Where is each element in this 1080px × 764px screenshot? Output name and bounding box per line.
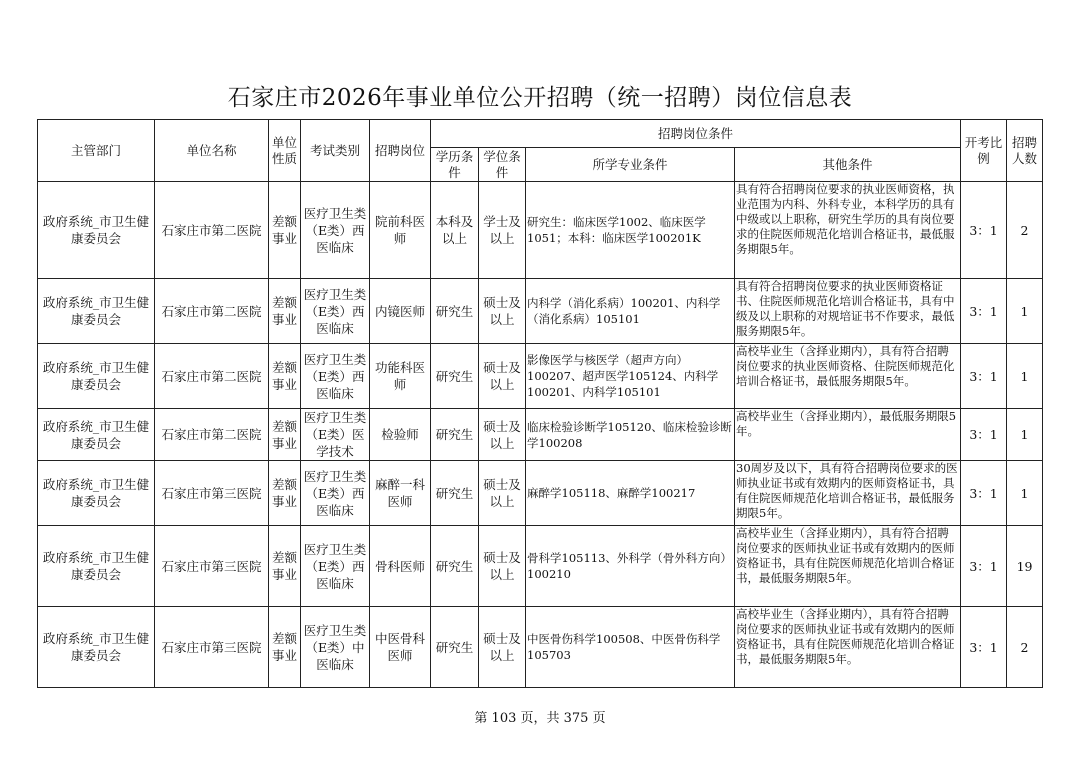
cell-major: 临床检验诊断学105120、临床检验诊断学100208 — [526, 409, 735, 461]
cell-degree: 硕士及以上 — [479, 461, 526, 526]
cell-other: 高校毕业生（含择业期内），具有符合招聘岗位要求的医师执业证书或有效期内的医师资格证书，具有住院医师规范化培训合格证书，最低服务期限5年。 — [735, 607, 961, 688]
cell-exam: 医疗卫生类（E类）医学技术 — [301, 409, 370, 461]
job-table — [37, 119, 1043, 688]
cell-edu: 研究生 — [431, 279, 479, 344]
cell-other: 高校毕业生（含择业期内），最低服务期限5年。 — [735, 409, 961, 461]
table-row — [38, 526, 1043, 607]
cell-nature: 差额事业 — [269, 344, 301, 409]
cell-ratio: 3：1 — [961, 409, 1007, 461]
cell-exam: 医疗卫生类（E类）西医临床 — [301, 279, 370, 344]
cell-dept: 政府系统_市卫生健康委员会 — [38, 182, 155, 279]
cell-degree: 学士及以上 — [479, 182, 526, 279]
cell-unit: 石家庄市第三医院 — [155, 461, 269, 526]
cell-major: 影像医学与核医学（超声方向）100207、超声医学105124、内科学100201、内科学105101 — [526, 344, 735, 409]
cell-ratio: 3：1 — [961, 344, 1007, 409]
cell-post: 中医骨科医师 — [370, 607, 431, 688]
table-row — [38, 607, 1043, 688]
cell-nature: 差额事业 — [269, 409, 301, 461]
cell-exam: 医疗卫生类（E类）西医临床 — [301, 461, 370, 526]
cell-unit: 石家庄市第三医院 — [155, 607, 269, 688]
cell-ratio: 3：1 — [961, 461, 1007, 526]
cell-unit: 石家庄市第二医院 — [155, 409, 269, 461]
header-nature: 单位性质 — [269, 120, 301, 182]
cell-unit: 石家庄市第三医院 — [155, 526, 269, 607]
cell-edu: 研究生 — [431, 344, 479, 409]
cell-unit: 石家庄市第二医院 — [155, 344, 269, 409]
header-degree: 学位条件 — [479, 148, 526, 182]
cell-edu: 本科及以上 — [431, 182, 479, 279]
header-unit: 单位名称 — [155, 120, 269, 182]
cell-degree: 硕士及以上 — [479, 279, 526, 344]
cell-count: 1 — [1007, 409, 1043, 461]
cell-exam: 医疗卫生类（E类）西医临床 — [301, 182, 370, 279]
table-row — [38, 409, 1043, 461]
header-post: 招聘岗位 — [370, 120, 431, 182]
header-other: 其他条件 — [735, 148, 961, 182]
cell-count: 1 — [1007, 344, 1043, 409]
cell-dept: 政府系统_市卫生健康委员会 — [38, 526, 155, 607]
cell-count: 19 — [1007, 526, 1043, 607]
cell-nature: 差额事业 — [269, 526, 301, 607]
cell-other: 具有符合招聘岗位要求的执业医师资格，执业范围为内科、外科专业，本科学历的具有中级或以上职称，研究生学历的具有岗位要求的住院医师规范化培训合格证书，最低服务期限5年。 — [735, 182, 961, 279]
cell-major: 内科学（消化系病）100201、内科学（消化系病）105101 — [526, 279, 735, 344]
cell-nature: 差额事业 — [269, 607, 301, 688]
cell-edu: 研究生 — [431, 461, 479, 526]
cell-unit: 石家庄市第二医院 — [155, 182, 269, 279]
table-row — [38, 344, 1043, 409]
header-edu: 学历条件 — [431, 148, 479, 182]
cell-exam: 医疗卫生类（E类）中医临床 — [301, 607, 370, 688]
cell-nature: 差额事业 — [269, 182, 301, 279]
cell-major: 研究生：临床医学1002、临床医学1051；本科：临床医学100201K — [526, 182, 735, 279]
cell-unit: 石家庄市第二医院 — [155, 279, 269, 344]
page-number: 第 103 页，共 375 页 — [474, 711, 606, 726]
page-title: 石家庄市2026年事业单位公开招聘（统一招聘）岗位信息表 — [227, 85, 853, 111]
cell-edu: 研究生 — [431, 409, 479, 461]
cell-degree: 硕士及以上 — [479, 344, 526, 409]
cell-nature: 差额事业 — [269, 461, 301, 526]
cell-ratio: 3：1 — [961, 526, 1007, 607]
header-dept: 主管部门 — [38, 120, 155, 182]
cell-ratio: 3：1 — [961, 279, 1007, 344]
cell-count: 1 — [1007, 279, 1043, 344]
cell-count: 2 — [1007, 182, 1043, 279]
table-row — [38, 461, 1043, 526]
cell-dept: 政府系统_市卫生健康委员会 — [38, 607, 155, 688]
cell-nature: 差额事业 — [269, 279, 301, 344]
cell-major: 中医骨伤科学100508、中医骨伤科学105703 — [526, 607, 735, 688]
cell-ratio: 3：1 — [961, 607, 1007, 688]
header-major: 所学专业条件 — [526, 148, 735, 182]
table-row — [38, 182, 1043, 279]
cell-exam: 医疗卫生类（E类）西医临床 — [301, 344, 370, 409]
header-ratio: 开考比例 — [961, 120, 1007, 182]
cell-degree: 硕士及以上 — [479, 607, 526, 688]
header-exam: 考试类别 — [301, 120, 370, 182]
cell-count: 2 — [1007, 607, 1043, 688]
cell-dept: 政府系统_市卫生健康委员会 — [38, 461, 155, 526]
cell-post: 院前科医师 — [370, 182, 431, 279]
cell-dept: 政府系统_市卫生健康委员会 — [38, 344, 155, 409]
table-row — [38, 279, 1043, 344]
cell-degree: 硕士及以上 — [479, 409, 526, 461]
cell-post: 麻醉一科医师 — [370, 461, 431, 526]
cell-other: 高校毕业生（含择业期内），具有符合招聘岗位要求的医师执业证书或有效期内的医师资格证书，具有住院医师规范化培训合格证书，最低服务期限5年。 — [735, 526, 961, 607]
cell-edu: 研究生 — [431, 526, 479, 607]
table-header — [38, 120, 1043, 182]
cell-other: 30周岁及以下，具有符合招聘岗位要求的医师执业证书或有效期内的医师资格证书，具有住院医师规范化培训合格证书，最低服务期限5年。 — [735, 461, 961, 526]
cell-major: 麻醉学105118、麻醉学100217 — [526, 461, 735, 526]
cell-dept: 政府系统_市卫生健康委员会 — [38, 409, 155, 461]
cell-other: 具有符合招聘岗位要求的执业医师资格证书、住院医师规范化培训合格证书，具有中级及以上职称的对规培证书不作要求，最低服务期限5年。 — [735, 279, 961, 344]
header-count: 招聘人数 — [1007, 120, 1043, 182]
cell-count: 1 — [1007, 461, 1043, 526]
cell-ratio: 3：1 — [961, 182, 1007, 279]
cell-dept: 政府系统_市卫生健康委员会 — [38, 279, 155, 344]
header-conditions: 招聘岗位条件 — [431, 120, 961, 148]
cell-post: 功能科医师 — [370, 344, 431, 409]
cell-post: 骨科医师 — [370, 526, 431, 607]
cell-post: 检验师 — [370, 409, 431, 461]
cell-major: 骨科学105113、外科学（骨外科方向）100210 — [526, 526, 735, 607]
cell-other: 高校毕业生（含择业期内），具有符合招聘岗位要求的执业医师资格、住院医师规范化培训合格证书，最低服务期限5年。 — [735, 344, 961, 409]
cell-post: 内镜医师 — [370, 279, 431, 344]
cell-edu: 研究生 — [431, 607, 479, 688]
cell-exam: 医疗卫生类（E类）西医临床 — [301, 526, 370, 607]
cell-degree: 硕士及以上 — [479, 526, 526, 607]
